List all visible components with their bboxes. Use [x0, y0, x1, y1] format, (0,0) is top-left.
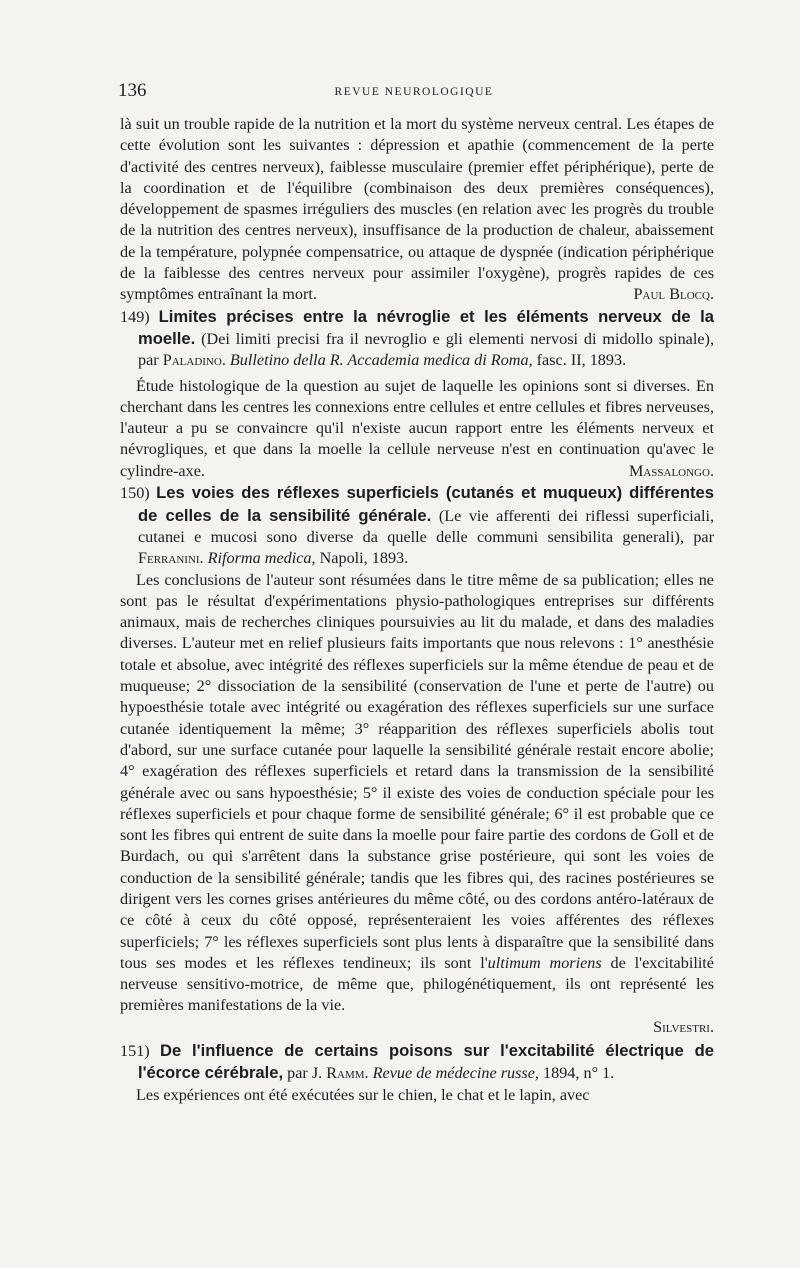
entry-author: Ramm. — [326, 1064, 369, 1083]
entry-author: Paladino. — [162, 351, 226, 370]
entry-150-body — [120, 570, 714, 1017]
entry-149-heading — [120, 306, 714, 372]
entry-body-text: Les conclusions de l'auteur sont résumées dans le titre même de sa publication; elles ne sont pas le résultat d'expérimentations physio-pathologiques entreprises sur différents animaux, mais de recherches cliniques poursuivies au lit du malade, et dans des maladies diverses. L'auteur met en relief plusieurs faits importants que nous relevons : 1° anesthésie totale et absolue, avec intégrité des réflexes superficiels sur la même étendue de peau et de muqueuse; 2° dissociation de la sensibilité (conservation de l'une et perte de l'autre) ou hypoesthésie totale avec intégrité ou exagération des réflexes superficiels sur une surface cutanée identiquement la même; 3° réapparition des réflexes superficiels abolis tout d'abord, sur une surface cutanée pour laquelle la sensibilité générale restait encore abolie; 4° exagération des réflexes superficiels et retard dans la transmission de la sensibilité générale avec ou sans hypoesthésie; 5° il existe des voies de conduction spéciale pour les réflexes superficiels et pour chaque forme de sensibilité générale; 6° il est probable que ce sont les fibres qui entrent de suite dans la moelle pour faire partie des cordons de Goll et de Burdach, ou qui s'arrêtent dans la substance grise postérieure, qui sont les voies de conduction de la sensibilité générale; tandis que les fibres qui, des racines postérieures se dirigent vers les cornes grises antérieures du même côté, ou des cordons antéro-latéraux de ce côté à ceux du côté opposé, représenteraient les voies afférentes des réflexes superficiels; 7° les réflexes superficiels sont plus lents à disparaître que la sensibilité dans tous ses modes et les réflexes tendineux; ils sont l' — [120, 570, 714, 972]
entry-title: Les voies des réflexes superficiels (cutanés et muqueux) différentes de celles de la sensibilité générale. — [138, 483, 715, 525]
entry-details: Napoli, 1893. — [319, 549, 409, 568]
entry-150-heading — [120, 482, 714, 569]
entry-number: 151) — [120, 1042, 150, 1061]
entry-149-body: Étude histologique de la question au sujet de laquelle les opinions sont si diverses. En cherchant dans les centres les connexions entre cellules et entre cellules et fibres nerveuses, l'auteur a pu se convaincre qu'il n'existe aucun rapport entre les éléments nerveux et névrogliques, et que dans la moelle la cellule nerveuse n'est en continuation qu'avec le cylindre-axe. — [120, 376, 714, 480]
entry-151-heading — [120, 1040, 714, 1085]
signature-blocq: Paul Blocq. — [633, 285, 714, 304]
entry-title: De l'influence de certains poisons sur l'excitabilité électrique de l'écorce cérébrale, — [138, 1041, 714, 1083]
entry-author: Ferranini. — [138, 549, 204, 568]
signature-massalongo: Massalongo. — [628, 462, 714, 481]
signature-silvestri: Silvestri. — [653, 1017, 714, 1036]
page-number: 136 — [118, 80, 147, 101]
entry-details: 1894, n° 1. — [543, 1064, 615, 1083]
entry-subtitle: par J. — [287, 1064, 323, 1083]
entry-journal: Bulletino della R. Accademia medica di Roma, — [229, 351, 533, 370]
page-content — [120, 114, 714, 1106]
intro-paragraph — [120, 114, 714, 306]
running-head: REVUE NEUROLOGIQUE — [334, 86, 494, 98]
entry-body-italic: ultimum moriens — [487, 953, 602, 972]
entry-details: fasc. II, 1893. — [536, 351, 627, 370]
entry-151-body: Les expériences ont été exécutées sur le chien, le chat et le lapin, avec — [136, 1085, 590, 1104]
entry-journal: Riforma medica, — [207, 549, 316, 568]
entry-title: Limites précises entre la névroglie et les éléments nerveux de la moelle. — [138, 306, 714, 348]
entry-body-end: de l'excitabilité nerveuse sensitivo-motrice, de même que, philogénétiquement, ils ont représenté les premières manifestations de la vie. — [120, 953, 714, 1015]
entry-subtitle: (Dei limiti precisi fra il nevroglio e gli elementi nervosi di midollo spinale), par — [138, 329, 714, 370]
entry-number: 150) — [120, 484, 150, 503]
intro-text: là suit un trouble rapide de la nutrition et la mort du système nerveux central. Les étapes de cette évolution sont les suivantes : dépression et apathie (commencement de la perte d'activité des centres nerveux), faiblesse musculaire (premier effet périphérique), perte de la coordination et de l'équilibre (combinaison des deux premières conséquences), développement de spasmes irréguliers des muscles (en relation avec les progrès du trouble de la nutrition des centres nerveux), insuffisance de la production de chaleur, abaissement de la température, polypnée compensatrice, ou attaque de dyspnée (indication périphérique de la faiblesse des centres nerveux pour assimiler l'oxygène), progrès rapides de ces symptômes entraînant la mort. — [120, 115, 714, 304]
page-header — [118, 80, 710, 104]
entry-number: 149) — [120, 307, 150, 326]
entry-subtitle: (Le vie afferenti dei riflessi superficiali, cutanei e mucosi sono diverse da quelle delle communi sensibilita generali), par — [138, 506, 714, 546]
entry-journal: Revue de médecine russe, — [372, 1064, 539, 1083]
